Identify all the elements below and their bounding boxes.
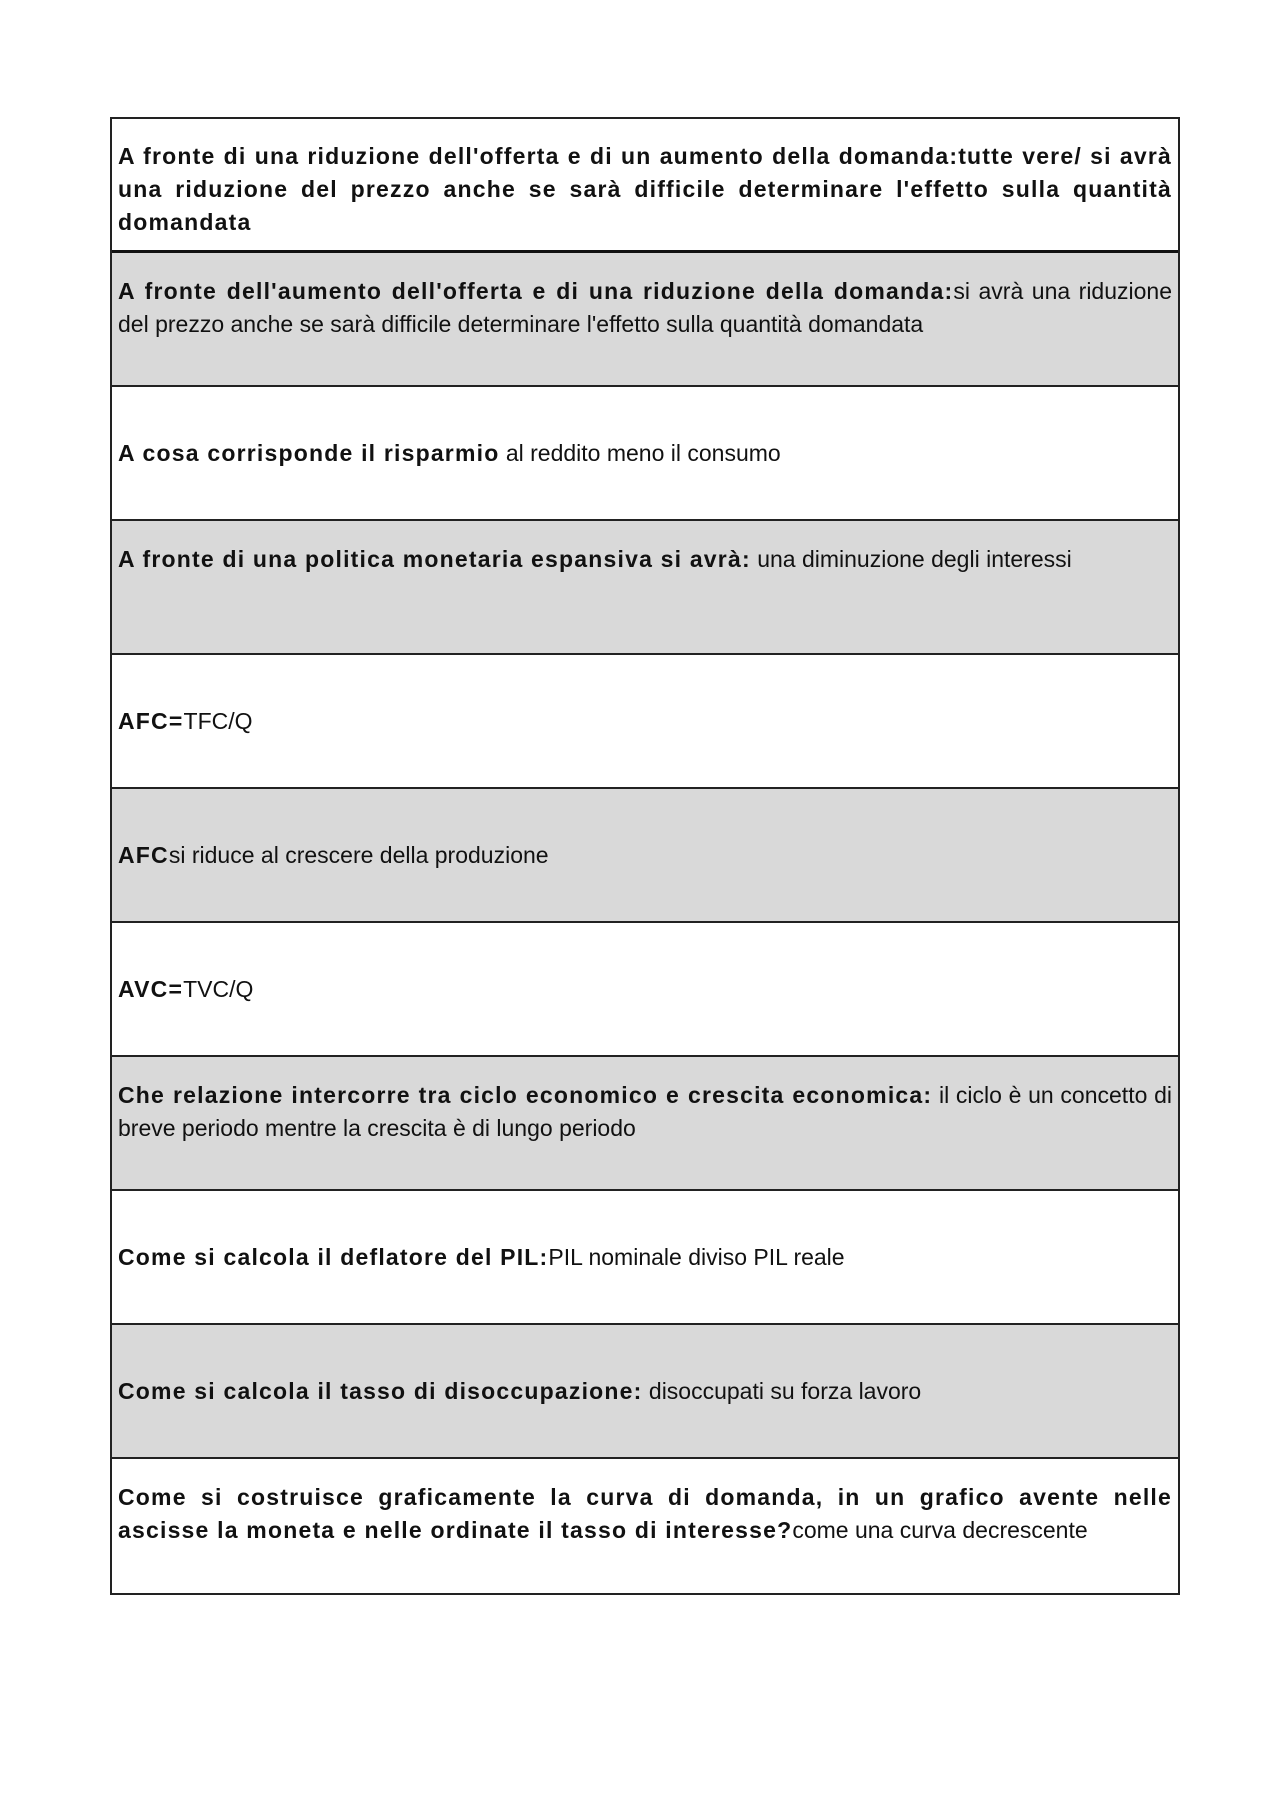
card-question: A cosa corrisponde il risparmio (118, 439, 500, 466)
card-answer: come una curva decrescente (792, 1517, 1088, 1543)
card-question: AFC= (118, 707, 184, 734)
card-answer: TFC/Q (183, 707, 253, 734)
card-row (112, 923, 1178, 1057)
card-question: A fronte dell'aumento dell'offerta e di una riduzione della domanda: (118, 278, 954, 304)
card-text (118, 1375, 1172, 1408)
card-answer: si riduce al crescere della produzione (168, 841, 549, 868)
card-row (112, 1325, 1178, 1459)
card-row (112, 521, 1178, 655)
card-answer: tutte vere/ si avrà una riduzione del prezzo anche se sarà difficile determinare l'effetto sulla quantità domandata (118, 143, 1172, 235)
card-row (112, 253, 1178, 387)
card-answer: disoccupati su forza lavoro (642, 1377, 922, 1404)
card-question: Come si calcola il deflatore del PIL: (118, 1243, 549, 1270)
card-question: Che relazione intercorre tra ciclo economico e crescita economica: (118, 1082, 933, 1108)
card-text (118, 140, 1172, 239)
card-question: AVC= (118, 975, 184, 1002)
card-text (118, 543, 1172, 576)
card-text (118, 839, 1172, 872)
card-question: Come si calcola il tasso di disoccupazione: (118, 1377, 643, 1404)
card-row (112, 789, 1178, 923)
card-question: AFC (118, 841, 169, 868)
card-text (118, 275, 1172, 341)
card-answer: il ciclo è un concetto di breve periodo mentre la crescita è di lungo periodo (118, 1082, 1172, 1141)
card-row (112, 1191, 1178, 1325)
card-answer: si avrà una riduzione del prezzo anche se sarà difficile determinare l'effetto sulla quantità domandata (118, 278, 1172, 337)
card-question: A fronte di una politica monetaria espansiva si avrà: (118, 546, 751, 572)
flashcard-table (110, 117, 1180, 1595)
card-answer: TVC/Q (183, 975, 254, 1002)
card-row (112, 655, 1178, 789)
card-text (118, 437, 1172, 470)
card-row (112, 1459, 1178, 1593)
card-question: A fronte di una riduzione dell'offerta e di un aumento della domanda: (118, 143, 959, 169)
card-answer: PIL nominale diviso PIL reale (548, 1243, 845, 1270)
card-row (112, 119, 1178, 253)
card-answer: una diminuzione degli interessi (750, 546, 1072, 572)
card-row (112, 1057, 1178, 1191)
card-question: Come si costruisce graficamente la curva di domanda, in un grafico avente nelle ascisse la moneta e nelle ordinate il tasso di interesse? (118, 1484, 1172, 1543)
card-text (118, 973, 1172, 1006)
card-text (118, 1079, 1172, 1145)
card-row (112, 387, 1178, 521)
card-text (118, 705, 1172, 738)
card-text (118, 1481, 1172, 1547)
card-text (118, 1241, 1172, 1274)
card-answer: al reddito meno il consumo (499, 439, 781, 466)
